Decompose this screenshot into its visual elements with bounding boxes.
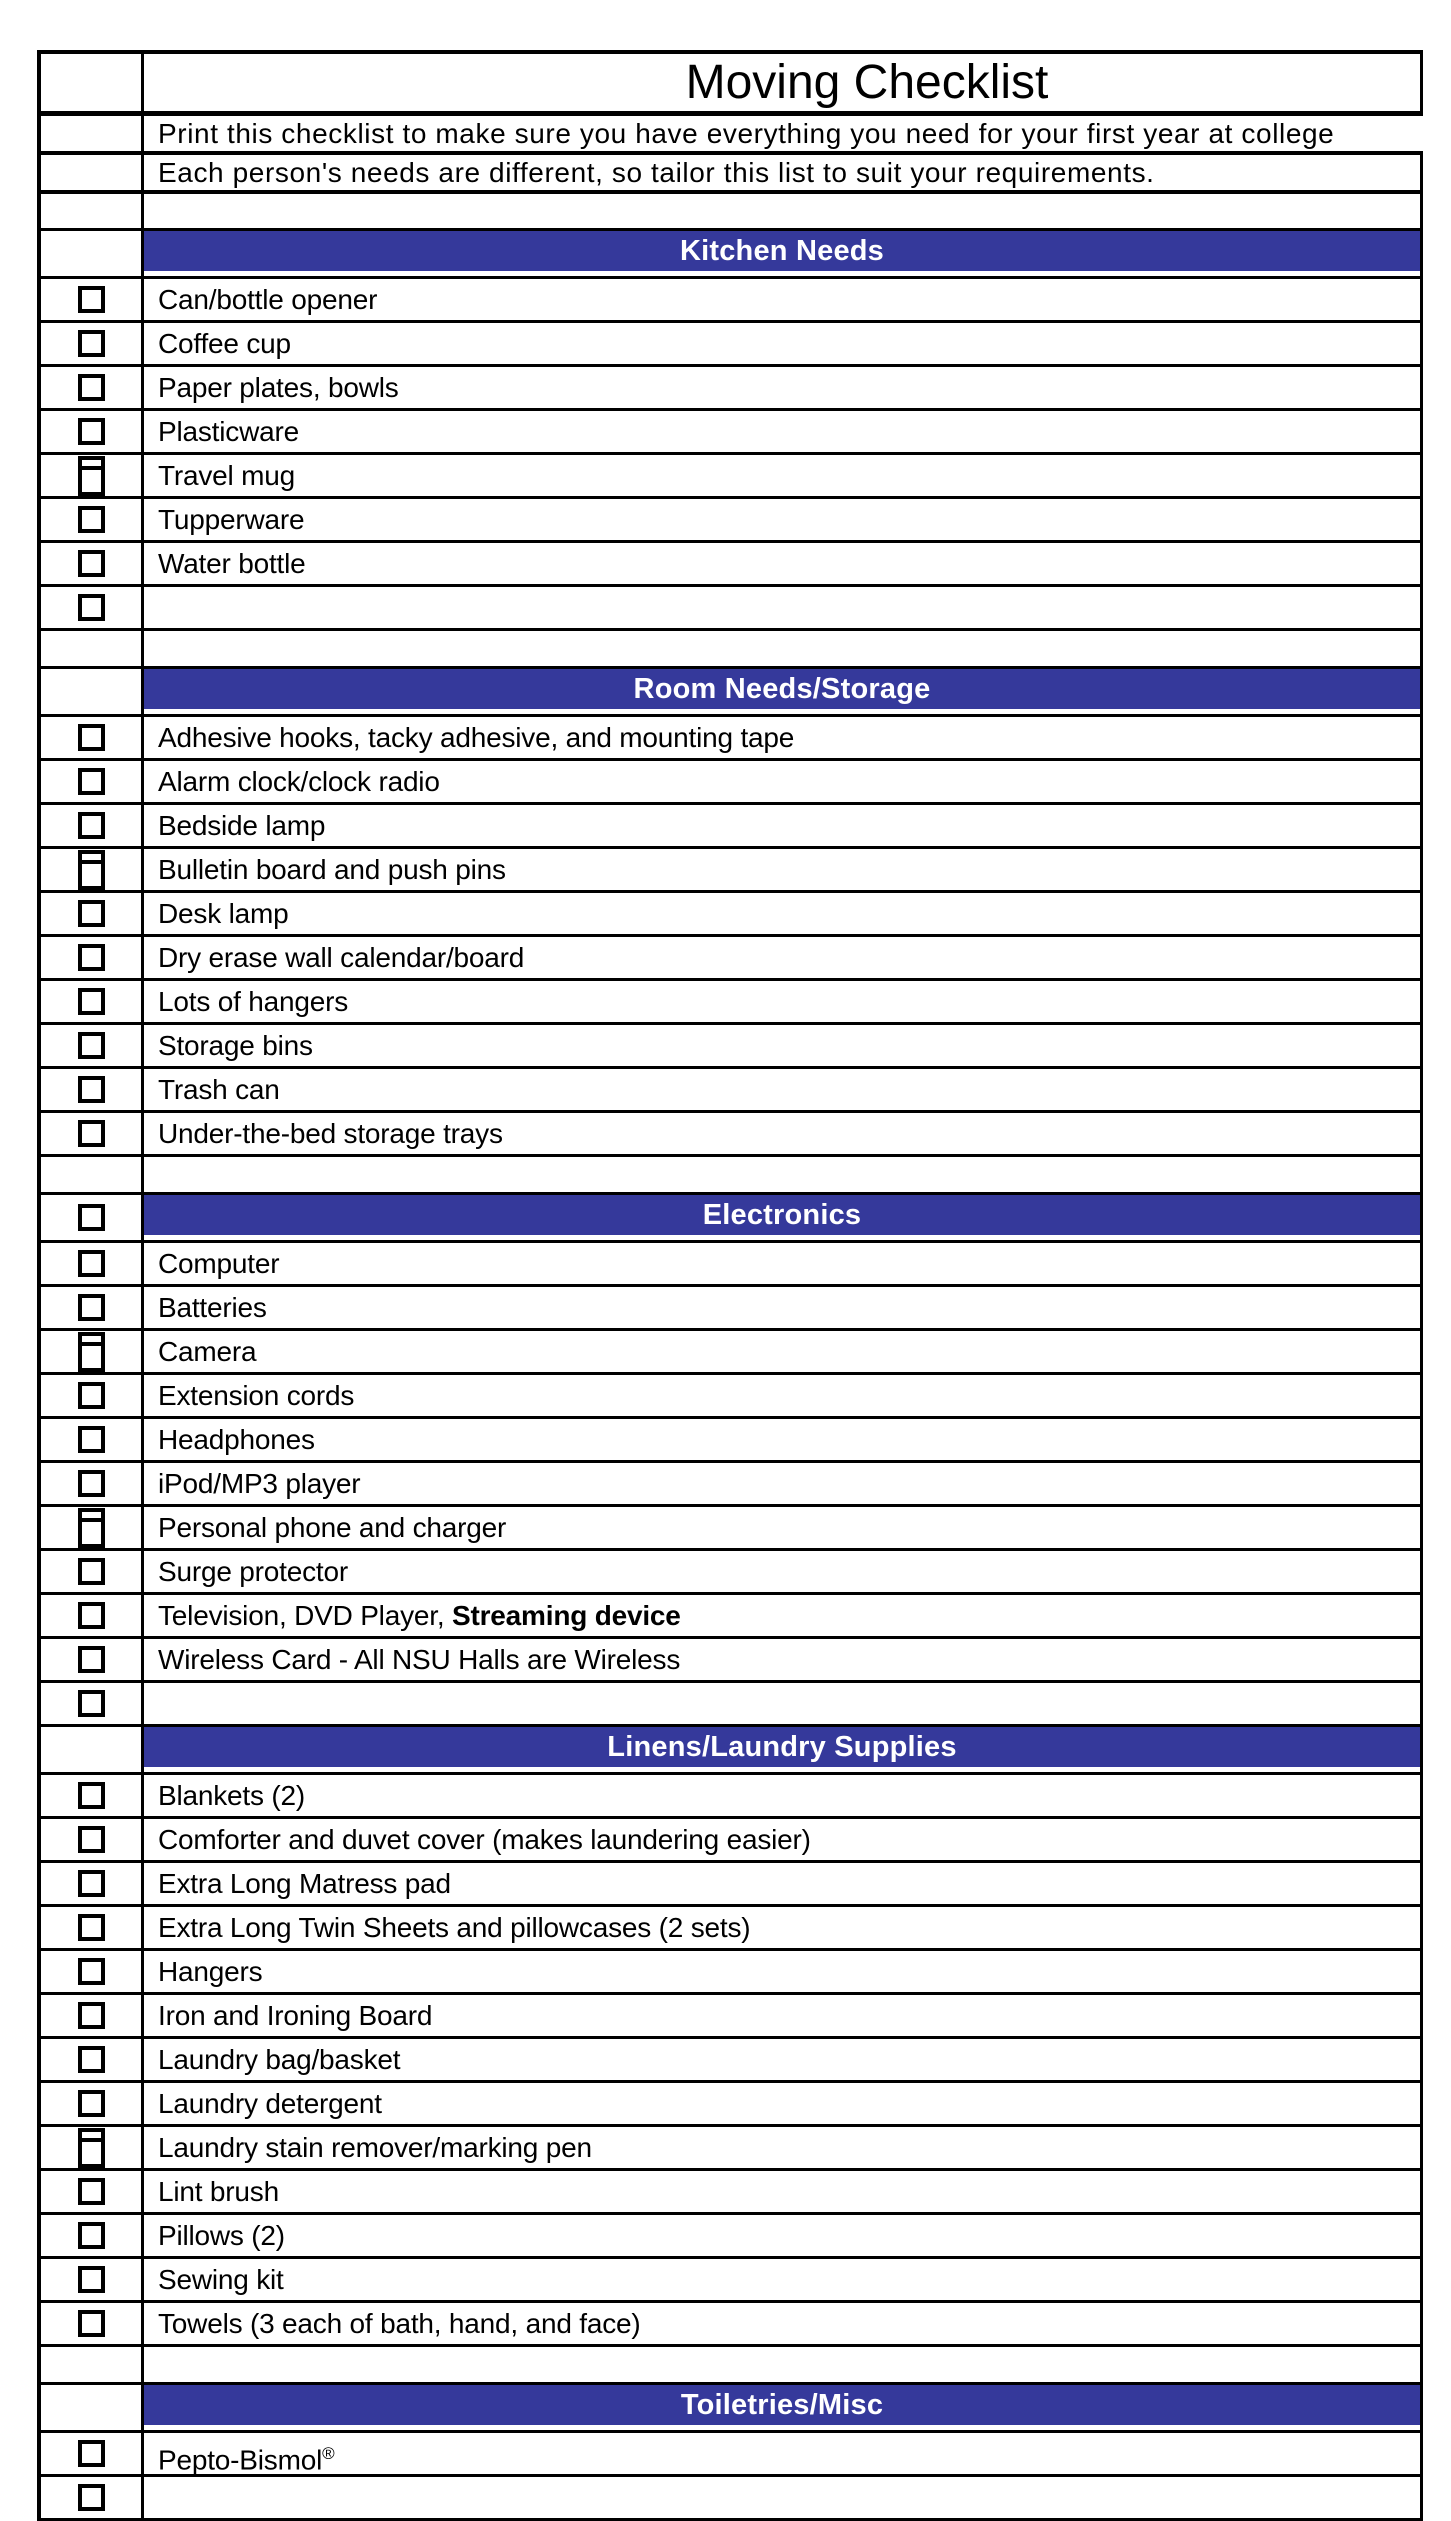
checkbox-cell xyxy=(41,1113,144,1154)
checklist-row xyxy=(41,1775,1423,1819)
checkbox-cell xyxy=(41,455,144,496)
item-label: Dry erase wall calendar/board xyxy=(158,942,525,973)
page-title: Moving Checklist xyxy=(685,56,1049,109)
checklist-row xyxy=(41,761,1423,805)
item-label: Iron and Ironing Board xyxy=(158,2000,433,2031)
item-label: Headphones xyxy=(158,1424,315,1455)
section-title-band xyxy=(144,231,1420,271)
checkbox-cell xyxy=(41,981,144,1022)
checkbox[interactable] xyxy=(78,374,105,401)
checkbox[interactable] xyxy=(78,1076,105,1103)
checkbox-cell xyxy=(41,2171,144,2212)
checkbox-cell xyxy=(41,1463,144,1504)
empty-cell xyxy=(144,194,1423,228)
item-label: Travel mug xyxy=(158,460,296,491)
checkbox[interactable] xyxy=(78,900,105,927)
item-text-cell xyxy=(144,323,1423,364)
item-label: Sewing kit xyxy=(158,2264,284,2295)
intro-row xyxy=(41,116,1423,155)
item-label: Towels (3 each of bath, hand, and face) xyxy=(158,2308,641,2339)
checkbox[interactable] xyxy=(78,1470,105,1497)
checkbox[interactable] xyxy=(78,2484,105,2511)
intro-line: Each person's needs are different, so tailor this list to suit your requirements. xyxy=(158,157,1155,188)
item-text-cell xyxy=(144,1551,1423,1592)
intro-line: Print this checklist to make sure you have everything you need for your first year at college xyxy=(158,118,1335,149)
checklist-row xyxy=(41,893,1423,937)
checklist-row xyxy=(41,1463,1423,1507)
checkbox-cell xyxy=(41,2039,144,2080)
item-text-cell xyxy=(144,1683,1423,1724)
checkbox-cell xyxy=(41,1775,144,1816)
registered-mark: ® xyxy=(322,2444,335,2463)
checkbox-cell xyxy=(41,1639,144,1680)
checkbox[interactable] xyxy=(78,988,105,1015)
item-label: Alarm clock/clock radio xyxy=(158,766,440,797)
spacer-row xyxy=(41,2347,1423,2385)
checkbox-cell xyxy=(41,2477,144,2518)
section-header-row xyxy=(41,669,1423,717)
checkbox-cell xyxy=(41,323,144,364)
checklist-row xyxy=(41,1243,1423,1287)
checkbox[interactable] xyxy=(78,850,105,890)
checkbox[interactable] xyxy=(78,594,105,621)
item-label: Coffee cup xyxy=(158,328,291,359)
item-text-cell xyxy=(144,849,1423,890)
checkbox-cell xyxy=(41,1287,144,1328)
checkbox-cell xyxy=(41,717,144,758)
item-label: Extra Long Matress pad xyxy=(158,1868,451,1899)
checkbox-cell xyxy=(41,587,144,628)
item-text-cell xyxy=(144,1951,1423,1992)
checkbox[interactable] xyxy=(78,1690,105,1717)
item-label: Storage bins xyxy=(158,1030,313,1061)
item-text-cell xyxy=(144,1819,1423,1860)
item-text-cell xyxy=(144,1419,1423,1460)
checklist-row xyxy=(41,1907,1423,1951)
checkbox[interactable] xyxy=(78,944,105,971)
checklist-row xyxy=(41,2259,1423,2303)
checkbox[interactable] xyxy=(78,506,105,533)
item-text-cell xyxy=(144,499,1423,540)
item-label: Bulletin board and push pins xyxy=(158,854,506,885)
section-header-row xyxy=(41,231,1423,279)
item-text-cell xyxy=(144,1331,1423,1372)
item-text-cell xyxy=(144,2347,1423,2382)
item-label: Paper plates, bowls xyxy=(158,372,399,403)
checklist-row xyxy=(41,1551,1423,1595)
checklist-row xyxy=(41,1683,1423,1727)
section-title: Kitchen Needs xyxy=(679,235,885,267)
checkbox[interactable] xyxy=(78,2178,105,2205)
page-title-cell xyxy=(144,54,1423,111)
item-label: Personal phone and charger xyxy=(158,1512,507,1543)
item-text-cell xyxy=(144,1639,1423,1680)
item-label: Blankets (2) xyxy=(158,1780,305,1811)
checkbox[interactable] xyxy=(78,1646,105,1673)
checkbox[interactable] xyxy=(78,768,105,795)
checkbox-cell xyxy=(41,849,144,890)
checklist-row xyxy=(41,1951,1423,1995)
item-label: Bedside lamp xyxy=(158,810,326,841)
item-text-cell xyxy=(144,1863,1423,1904)
checkbox-cell xyxy=(41,937,144,978)
item-label: Plasticware xyxy=(158,416,299,447)
item-text-cell xyxy=(144,1507,1423,1548)
item-text-cell xyxy=(144,2303,1423,2344)
checklist-row xyxy=(41,1375,1423,1419)
checklist-row xyxy=(41,1595,1423,1639)
checkbox[interactable] xyxy=(78,812,105,839)
checkbox-cell xyxy=(41,1995,144,2036)
item-text-cell xyxy=(144,2215,1423,2256)
section-title: Electronics xyxy=(702,1199,862,1231)
item-label: Desk lamp xyxy=(158,898,289,929)
section-header-cell xyxy=(144,1727,1423,1772)
spacer-row xyxy=(41,1157,1423,1195)
checkbox[interactable] xyxy=(78,2440,105,2467)
checkbox[interactable] xyxy=(78,1426,105,1453)
checklist-row xyxy=(41,1331,1423,1375)
item-label: Extra Long Twin Sheets and pillowcases (2 sets) xyxy=(158,1912,751,1943)
checklist-table xyxy=(37,50,1423,2521)
intro-cell xyxy=(144,155,1423,190)
checklist-row xyxy=(41,1025,1423,1069)
checkbox[interactable] xyxy=(78,2222,105,2249)
item-label: Extension cords xyxy=(158,1380,355,1411)
checkbox[interactable] xyxy=(78,1250,105,1277)
checkbox-cell xyxy=(41,1819,144,1860)
checklist-row xyxy=(41,411,1423,455)
checkbox-cell xyxy=(41,631,144,666)
item-text-cell xyxy=(144,805,1423,846)
checkbox-cell xyxy=(41,2433,144,2474)
checkbox-cell xyxy=(41,1069,144,1110)
checkbox[interactable] xyxy=(78,2128,105,2168)
item-label: Television, DVD Player, xyxy=(158,1600,452,1631)
item-text-cell xyxy=(144,717,1423,758)
checkbox-cell xyxy=(41,231,144,276)
section-title-band xyxy=(144,1727,1420,1767)
item-text-cell xyxy=(144,1243,1423,1284)
item-label: Water bottle xyxy=(158,548,306,579)
checkbox-cell xyxy=(41,2347,144,2382)
checklist-row xyxy=(41,2083,1423,2127)
checkbox[interactable] xyxy=(78,1914,105,1941)
section-title: Toiletries/Misc xyxy=(680,2389,884,2421)
item-text-cell xyxy=(144,411,1423,452)
item-label: Lots of hangers xyxy=(158,986,349,1017)
section-title-band xyxy=(144,1195,1420,1235)
item-text-cell xyxy=(144,761,1423,802)
checkbox-cell xyxy=(41,893,144,934)
checkbox-cell xyxy=(41,1195,144,1240)
checkbox[interactable] xyxy=(78,2266,105,2293)
item-text-cell xyxy=(144,1995,1423,2036)
item-text-cell xyxy=(144,1113,1423,1154)
item-text-cell xyxy=(144,937,1423,978)
checkbox-cell xyxy=(41,54,144,111)
section-header-row xyxy=(41,1727,1423,1775)
checkbox-cell xyxy=(41,279,144,320)
item-text-cell xyxy=(144,893,1423,934)
section-header-cell xyxy=(144,2385,1423,2430)
spacer-row xyxy=(41,194,1423,231)
checkbox-cell xyxy=(41,2385,144,2430)
checkbox[interactable] xyxy=(78,1958,105,1985)
checklist-row xyxy=(41,1069,1423,1113)
checkbox[interactable] xyxy=(78,2090,105,2117)
item-label: Computer xyxy=(158,1248,280,1279)
checklist-row xyxy=(41,1639,1423,1683)
item-text-cell xyxy=(144,367,1423,408)
item-label: Batteries xyxy=(158,1292,267,1323)
checkbox[interactable] xyxy=(78,418,105,445)
section-title-band xyxy=(144,669,1420,709)
checkbox-cell xyxy=(41,194,144,228)
spacer-row xyxy=(41,631,1423,669)
item-label: Wireless Card - All NSU Halls are Wireless xyxy=(158,1644,681,1675)
checkbox[interactable] xyxy=(78,1782,105,1809)
checkbox-cell xyxy=(41,1419,144,1460)
checkbox-cell xyxy=(41,2303,144,2344)
item-label: iPod/MP3 player xyxy=(158,1468,361,1499)
item-text-cell xyxy=(144,2477,1423,2518)
item-text-cell xyxy=(144,2083,1423,2124)
checkbox-cell xyxy=(41,1683,144,1724)
checklist-row xyxy=(41,1113,1423,1157)
item-text-cell xyxy=(144,455,1423,496)
checkbox[interactable] xyxy=(78,2310,105,2337)
checkbox-cell xyxy=(41,1551,144,1592)
checkbox-cell xyxy=(41,367,144,408)
checkbox-cell xyxy=(41,1951,144,1992)
item-text-cell xyxy=(144,2127,1423,2168)
item-text-cell xyxy=(144,279,1423,320)
checkbox-cell xyxy=(41,1025,144,1066)
item-text-cell xyxy=(144,2259,1423,2300)
checkbox[interactable] xyxy=(78,330,105,357)
checklist-row xyxy=(41,2039,1423,2083)
checkbox-cell xyxy=(41,1863,144,1904)
item-label: Tupperware xyxy=(158,504,305,535)
checkbox-cell xyxy=(41,805,144,846)
checkbox-cell xyxy=(41,411,144,452)
item-text-cell xyxy=(144,1069,1423,1110)
checklist-row xyxy=(41,2171,1423,2215)
checkbox[interactable] xyxy=(78,1382,105,1409)
checkbox-cell xyxy=(41,116,144,151)
checkbox-cell xyxy=(41,2215,144,2256)
checkbox-cell xyxy=(41,2083,144,2124)
item-text-cell xyxy=(144,1025,1423,1066)
checklist-row xyxy=(41,1995,1423,2039)
item-label: Trash can xyxy=(158,1074,280,1105)
item-label: Surge protector xyxy=(158,1556,348,1587)
checkbox-cell xyxy=(41,1727,144,1772)
checkbox[interactable] xyxy=(78,456,105,496)
checklist-row xyxy=(41,981,1423,1025)
checklist-row xyxy=(41,499,1423,543)
item-label: Pillows (2) xyxy=(158,2220,285,2251)
item-label: Adhesive hooks, tacky adhesive, and mounting tape xyxy=(158,722,795,753)
checklist-row xyxy=(41,1419,1423,1463)
checklist-row xyxy=(41,937,1423,981)
checklist-row xyxy=(41,367,1423,411)
item-text-cell xyxy=(144,981,1423,1022)
checklist-row xyxy=(41,1287,1423,1331)
checkbox[interactable] xyxy=(78,1870,105,1897)
checkbox[interactable] xyxy=(78,2002,105,2029)
item-text-cell xyxy=(144,1775,1423,1816)
item-label: Laundry stain remover/marking pen xyxy=(158,2132,592,2163)
checkbox-cell xyxy=(41,499,144,540)
item-text-cell xyxy=(144,1375,1423,1416)
checkbox-cell xyxy=(41,1375,144,1416)
item-label-bold: Streaming device xyxy=(452,1600,681,1631)
checkbox-cell xyxy=(41,2127,144,2168)
checkbox[interactable] xyxy=(78,1204,105,1231)
checkbox-cell xyxy=(41,543,144,584)
item-label: Lint brush xyxy=(158,2176,279,2207)
item-text-cell xyxy=(144,1287,1423,1328)
checklist-row xyxy=(41,1819,1423,1863)
intro-cell xyxy=(144,116,1423,151)
checklist-row xyxy=(41,2303,1423,2347)
checkbox[interactable] xyxy=(78,1294,105,1321)
checkbox[interactable] xyxy=(78,724,105,751)
checkbox-cell xyxy=(41,2259,144,2300)
item-label: Under-the-bed storage trays xyxy=(158,1118,503,1149)
checkbox-cell xyxy=(41,1907,144,1948)
item-label: Laundry detergent xyxy=(158,2088,382,2119)
section-header-cell xyxy=(144,231,1423,276)
item-text-cell xyxy=(144,631,1423,666)
checklist-row xyxy=(41,805,1423,849)
checklist-row xyxy=(41,2477,1423,2521)
item-text-cell xyxy=(144,2171,1423,2212)
section-title-band xyxy=(144,2385,1420,2425)
checkbox-cell xyxy=(41,1243,144,1284)
checkbox-cell xyxy=(41,1595,144,1636)
checkbox[interactable] xyxy=(78,1508,105,1548)
section-header-cell xyxy=(144,669,1423,714)
checklist-row xyxy=(41,323,1423,367)
item-label: Pepto-Bismol xyxy=(158,2444,323,2476)
checklist-row xyxy=(41,1863,1423,1907)
item-label: Laundry bag/basket xyxy=(158,2044,401,2075)
item-text-cell xyxy=(144,2433,1423,2474)
item-text-cell xyxy=(144,1907,1423,1948)
item-text-cell xyxy=(144,1595,1423,1636)
checklist-row xyxy=(41,717,1423,761)
checklist-row xyxy=(41,279,1423,323)
checklist-row xyxy=(41,2127,1423,2171)
item-text-cell xyxy=(144,587,1423,628)
checkbox-cell xyxy=(41,1157,144,1192)
checklist-row xyxy=(41,455,1423,499)
item-text-cell xyxy=(144,1463,1423,1504)
intro-row xyxy=(41,155,1423,194)
checkbox[interactable] xyxy=(78,1602,105,1629)
section-title: Linens/Laundry Supplies xyxy=(607,1731,957,1763)
section-title: Room Needs/Storage xyxy=(633,673,931,705)
checkbox-cell xyxy=(41,1331,144,1372)
item-text-cell xyxy=(144,2039,1423,2080)
checkbox-cell xyxy=(41,1507,144,1548)
checkbox[interactable] xyxy=(78,1558,105,1585)
checklist-row xyxy=(41,849,1423,893)
item-text-cell xyxy=(144,543,1423,584)
item-text-cell xyxy=(144,1157,1423,1192)
checkbox-cell xyxy=(41,761,144,802)
checkbox[interactable] xyxy=(78,1826,105,1853)
checkbox[interactable] xyxy=(78,1032,105,1059)
section-header-cell xyxy=(144,1195,1423,1240)
checklist-row xyxy=(41,1507,1423,1551)
checklist-row xyxy=(41,587,1423,631)
checklist-row xyxy=(41,2215,1423,2259)
section-header-row xyxy=(41,2385,1423,2433)
checkbox[interactable] xyxy=(78,1332,105,1372)
item-label: Hangers xyxy=(158,1956,263,1987)
checkbox-cell xyxy=(41,155,144,190)
title-row xyxy=(41,54,1423,116)
item-label: Camera xyxy=(158,1336,257,1367)
checklist-row xyxy=(41,543,1423,587)
checkbox[interactable] xyxy=(78,286,105,313)
item-label: Comforter and duvet cover (makes laundering easier) xyxy=(158,1824,811,1855)
section-header-row xyxy=(41,1195,1423,1243)
checkbox[interactable] xyxy=(78,550,105,577)
checkbox[interactable] xyxy=(78,2046,105,2073)
checklist-row xyxy=(41,2433,1423,2477)
item-label: Can/bottle opener xyxy=(158,284,378,315)
checkbox[interactable] xyxy=(78,1120,105,1147)
checkbox-cell xyxy=(41,669,144,714)
